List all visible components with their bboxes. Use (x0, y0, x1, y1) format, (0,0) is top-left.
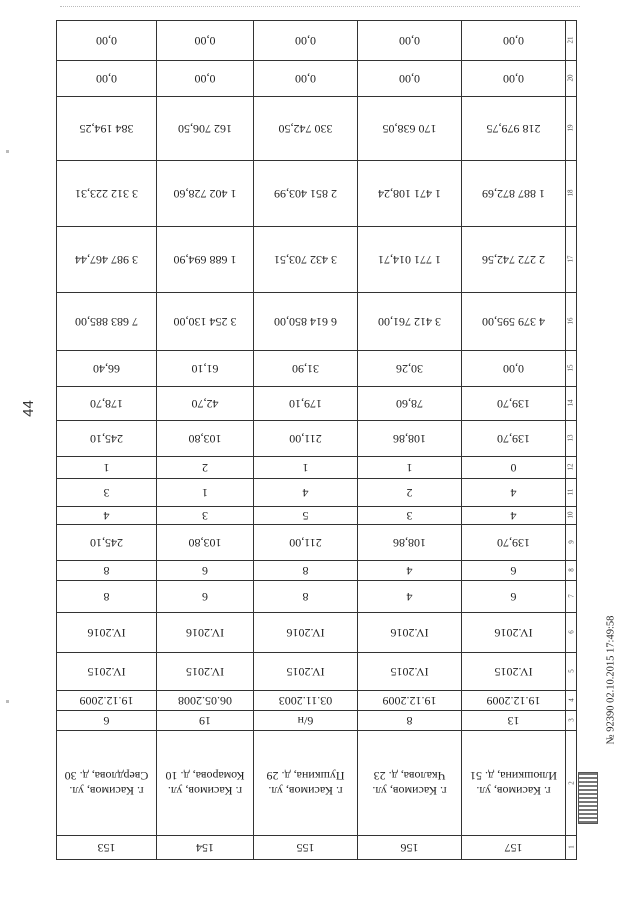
table-cell: 8 (57, 581, 157, 613)
column-index-label: 13 (567, 435, 575, 442)
table-cell: 78,60 (358, 387, 462, 421)
table-row (57, 21, 577, 61)
table-cell: 1 887 872,69 (462, 161, 566, 227)
table-row (57, 387, 577, 421)
table-cell: 4 (57, 507, 157, 525)
table-cell: 0 (462, 457, 566, 479)
table-cell: 4 (254, 479, 358, 507)
column-index-label: 12 (567, 464, 575, 471)
table-cell: 0,00 (358, 61, 462, 97)
table-row (57, 97, 577, 161)
table-cell: г. Касимов, ул. Илюшкина, д. 51 (462, 731, 566, 836)
table-cell: 6 (462, 561, 566, 581)
table-cell: 2 272 742,56 (462, 227, 566, 293)
column-index (566, 293, 577, 351)
table-cell: 3 (157, 507, 254, 525)
table-cell: 0,00 (157, 61, 254, 97)
table-cell: IV.2015 (57, 653, 157, 691)
table-cell: 330 742,50 (254, 97, 358, 161)
table-row (57, 479, 577, 507)
column-index (566, 613, 577, 653)
table-row (57, 731, 577, 836)
table-cell: 384 194,25 (57, 97, 157, 161)
table-cell: IV.2016 (57, 613, 157, 653)
column-index-label: 3 (567, 718, 575, 723)
column-index (566, 351, 577, 387)
table-row (57, 836, 577, 860)
column-index (566, 653, 577, 691)
column-index-label: 11 (567, 489, 575, 496)
table-cell: 1 (358, 457, 462, 479)
column-index-label: 18 (567, 190, 575, 197)
table-cell: 30,26 (358, 351, 462, 387)
table-cell: 8 (57, 561, 157, 581)
table-row (57, 525, 577, 561)
table-row (57, 613, 577, 653)
column-index (566, 161, 577, 227)
table-cell: 178,70 (57, 387, 157, 421)
table-cell: 3 412 761,00 (358, 293, 462, 351)
table-cell: 1 771 014,71 (358, 227, 462, 293)
table-cell: 1 (254, 457, 358, 479)
column-index (566, 836, 577, 860)
column-index-label: 10 (567, 512, 575, 519)
column-index (566, 711, 577, 731)
column-index (566, 97, 577, 161)
column-index (566, 581, 577, 613)
table-cell: 06.05.2008 (157, 691, 254, 711)
table-cell: 139,70 (462, 387, 566, 421)
column-index-label: 17 (567, 256, 575, 263)
table-cell: IV.2016 (358, 613, 462, 653)
table-cell: IV.2015 (358, 653, 462, 691)
table-cell: 2 (157, 457, 254, 479)
table-cell: г. Касимов, ул. Чкалова, д. 23 (358, 731, 462, 836)
table-cell: 6 (157, 561, 254, 581)
column-index-label: 15 (567, 365, 575, 372)
table-cell: 6 614 850,00 (254, 293, 358, 351)
table-cell: 13 (462, 711, 566, 731)
table-cell: 7 683 885,00 (57, 293, 157, 351)
table-cell: 245,10 (57, 525, 157, 561)
table-cell: 218 979,75 (462, 97, 566, 161)
table-row (57, 507, 577, 525)
table-cell: 108,86 (358, 421, 462, 457)
column-index-label: 20 (567, 75, 575, 82)
table-cell: 5 (254, 507, 358, 525)
column-index (566, 387, 577, 421)
table-cell: 3 (57, 479, 157, 507)
table-cell: 42,70 (157, 387, 254, 421)
table-cell: 211,00 (254, 525, 358, 561)
table-row (57, 653, 577, 691)
table-cell: 155 (254, 836, 358, 860)
table-cell: 03.11.2003 (254, 691, 358, 711)
column-index (566, 421, 577, 457)
table-cell: 179,10 (254, 387, 358, 421)
table-cell: 211,00 (254, 421, 358, 457)
table-cell: 19 (157, 711, 254, 731)
table-cell: 0,00 (358, 21, 462, 61)
table-row (57, 421, 577, 457)
table-cell: 0,00 (462, 61, 566, 97)
table-cell: 139,70 (462, 421, 566, 457)
table-row (57, 61, 577, 97)
table-cell: IV.2016 (157, 613, 254, 653)
column-index-label: 21 (567, 37, 575, 44)
column-index (566, 21, 577, 61)
table-cell: 0,00 (462, 351, 566, 387)
table-cell: 1 (157, 479, 254, 507)
table-cell: 1 (57, 457, 157, 479)
table-cell: 154 (157, 836, 254, 860)
data-table (56, 20, 577, 860)
column-index (566, 731, 577, 836)
table-cell: 3 (358, 507, 462, 525)
table-row (57, 161, 577, 227)
table-cell: 245,10 (57, 421, 157, 457)
table-cell: 0,00 (254, 61, 358, 97)
stamp-text: № 92390 02.10.2015 17:49:58 (605, 615, 617, 745)
table-cell: IV.2015 (157, 653, 254, 691)
table-cell: г. Касимов, ул. Свердлова, д. 30 (57, 731, 157, 836)
table-cell: IV.2016 (462, 613, 566, 653)
table-cell: 4 (462, 507, 566, 525)
table-row (57, 561, 577, 581)
table-cell: 0,00 (57, 61, 157, 97)
table-cell: 0,00 (157, 21, 254, 61)
table-cell: 4 (358, 581, 462, 613)
table-row (57, 581, 577, 613)
table-cell: 3 254 130,00 (157, 293, 254, 351)
table-cell: 156 (358, 836, 462, 860)
table-cell: 103,80 (157, 525, 254, 561)
table-cell: 6 (462, 581, 566, 613)
table-cell: 2 (358, 479, 462, 507)
table-row (57, 351, 577, 387)
table-cell: 8 (254, 561, 358, 581)
table-cell: 3 987 467,44 (57, 227, 157, 293)
table-cell: 61,10 (157, 351, 254, 387)
column-index-label: 1 (567, 845, 575, 850)
column-index (566, 227, 577, 293)
table-cell: 153 (57, 836, 157, 860)
scan-speck (6, 700, 9, 703)
table-cell: 6 (157, 581, 254, 613)
table-cell: 66,40 (57, 351, 157, 387)
table-cell: 2 851 403,99 (254, 161, 358, 227)
column-index (566, 561, 577, 581)
table-cell: 3 312 223,31 (57, 161, 157, 227)
table-row (57, 293, 577, 351)
table-cell: 139,70 (462, 525, 566, 561)
table-cell: 8 (358, 711, 462, 731)
scan-speck (6, 150, 9, 153)
table-cell: 19.12.2009 (57, 691, 157, 711)
table-cell: 170 638,05 (358, 97, 462, 161)
column-index-label: 8 (567, 568, 575, 573)
table-row (57, 457, 577, 479)
table-cell: 157 (462, 836, 566, 860)
table-cell: 3 432 703,51 (254, 227, 358, 293)
scan-edge (60, 6, 580, 11)
column-index (566, 691, 577, 711)
column-index-label: 7 (567, 594, 575, 599)
data-table-wrapper (56, 20, 576, 855)
table-cell: 108,86 (358, 525, 462, 561)
table-cell: 4 379 595,00 (462, 293, 566, 351)
table-cell: 31,90 (254, 351, 358, 387)
column-index-label: 2 (567, 781, 575, 785)
column-index (566, 457, 577, 479)
table-cell: 19.12.2009 (358, 691, 462, 711)
table-row (57, 711, 577, 731)
table-cell: 19.12.2009 (462, 691, 566, 711)
column-index-label: 4 (567, 698, 575, 703)
table-row (57, 227, 577, 293)
organization-logo (578, 772, 598, 824)
table-cell: 4 (358, 561, 462, 581)
column-index (566, 479, 577, 507)
table-cell: 0,00 (57, 21, 157, 61)
table-cell: 8 (254, 581, 358, 613)
column-index (566, 61, 577, 97)
table-cell: 103,80 (157, 421, 254, 457)
column-index-label: 9 (567, 540, 575, 545)
table-cell: г. Касимов, ул. Пушкина, д. 29 (254, 731, 358, 836)
column-index (566, 507, 577, 525)
table-cell: IV.2015 (254, 653, 358, 691)
page-number: 44 (19, 400, 37, 417)
table-cell: 4 (462, 479, 566, 507)
column-index (566, 525, 577, 561)
table-row (57, 691, 577, 711)
table-cell: 1 688 694,90 (157, 227, 254, 293)
column-index-label: 14 (567, 400, 575, 407)
table-cell: 0,00 (462, 21, 566, 61)
table-cell: г. Касимов, ул. Комарова, д. 10 (157, 731, 254, 836)
table-cell: IV.2016 (254, 613, 358, 653)
table-cell: 6/н (254, 711, 358, 731)
table-cell: 6 (57, 711, 157, 731)
table-cell: 0,00 (254, 21, 358, 61)
table-cell: 1 471 108,24 (358, 161, 462, 227)
column-index-label: 16 (567, 318, 575, 325)
registration-stamp (596, 590, 626, 770)
table-cell: 162 706,50 (157, 97, 254, 161)
column-index-label: 19 (567, 125, 575, 132)
column-index-label: 6 (567, 630, 575, 635)
column-index-label: 5 (567, 669, 575, 674)
table-cell: 1 402 728,60 (157, 161, 254, 227)
table-cell: IV.2015 (462, 653, 566, 691)
